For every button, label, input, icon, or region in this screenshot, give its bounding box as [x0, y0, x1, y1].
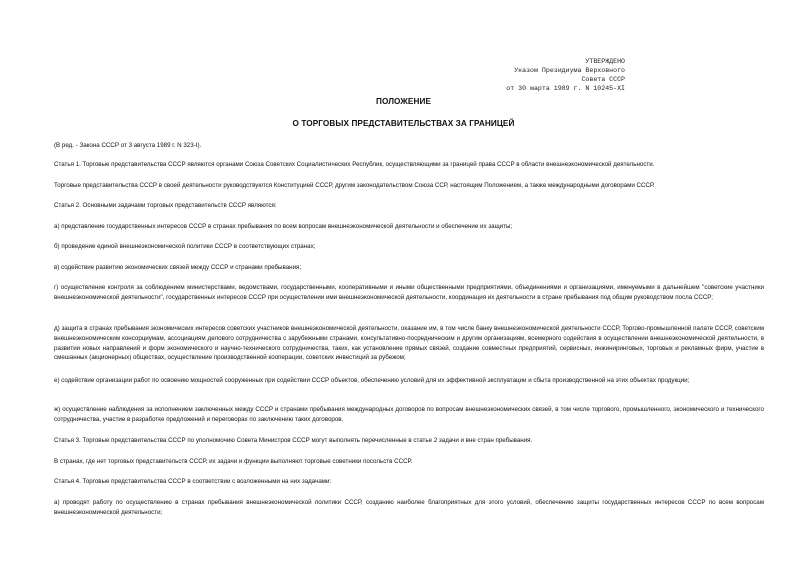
approval-line: Указом Президиума Верховного — [514, 67, 625, 74]
paragraph-article-2: Статья 2. Основными задачами торговых представительств СССР являются: — [54, 202, 277, 209]
document-title: ПОЛОЖЕНИЕ — [375, 97, 432, 106]
paragraph-article-3: Статья 3. Торговые представительства СССР по уполномочию Совета Министров СССР могут выполнять перечисленные в статье 2 задачи и вне стран пребывания. — [54, 437, 533, 444]
paragraph-article-4-item-a: а) проводят работу по осуществлению в странах пребывания внешнеэкономической политики СССР, созданию наиболее благоприятных для этого условий, обеспечению защиты государственных интересов СССР по всем вопросам внешнеэкономической деятельности; — [54, 499, 764, 516]
paragraph-article-1-laws: Торговые представительства СССР в своей деятельности руководствуются Конституцией СССР, другим законодательством Союза ССР, настоящим Положением, а также международными договорами СССР. — [54, 182, 655, 189]
approval-line: УТВЕРЖДЕНО — [585, 58, 625, 65]
paragraph-item-b: б) проведение единой внешнеэкономической политики СССР в соответствующих странах; — [54, 243, 316, 250]
paragraph-article-4: Статья 4. Торговые представительства СССР в соответствии с возложенными на них задачами: — [54, 478, 332, 485]
paragraph-edition: (В ред. - Закона СССР от 3 августа 1989 г. N 323-I). — [54, 142, 202, 149]
approval-line: от 30 марта 1989 г. N 10245-XI — [506, 85, 625, 92]
approval-line: Совета СССР — [581, 76, 625, 83]
paragraph-item-a: а) представление государственных интересов СССР в странах пребывания по всем вопросам внешнеэкономической деятельности и обеспечение их защиты; — [54, 223, 513, 230]
paragraph-item-v: в) содействие развитию экономических связей между СССР и странами пребывания; — [54, 264, 302, 271]
approval-stamp — [505, 57, 625, 93]
paragraph-item-e: е) содействие организации работ по освоению мощностей сооруженных при содействии СССР объектов, обеспечению условий для их эффективной эксплуатации и сбыта производственной на этих объектах продукции; — [54, 377, 690, 384]
paragraph-article-3-note: В странах, где нет торговых представительств СССР, их задачи и функции выполняют торговые советники посольств СССР. — [54, 458, 413, 465]
document-subtitle: О ТОРГОВЫХ ПРЕДСТАВИТЕЛЬСТВАХ ЗА ГРАНИЦЕЙ — [292, 119, 515, 128]
paragraph-item-d: д) защита в странах пребывания экономических интересов советских участников внешнеэкономической деятельности, оказание им, в том числе банку внешнеэкономической деятельности СССР, Торгово-промышленной палате СССР, советским внешнеэкономическим консорциумам, ассоциациям делового сотрудничества с зарубежными странами, консультативно-посредническим и другим организациям, всемерного содействия в осуществлении внешнеэкономической деятельности, в развитии новых направлений и форм экономического и научно-технического сотрудничества, таких, как установление прямых связей, создание совместных предприятий, сервисных, инжиниринговых, торговых и рекламных фирм, участие в смешанных (акционерных) обществах, осуществление производственной кооперации, советских инвестиций за рубежом; — [54, 325, 764, 362]
paragraph-article-1: Статья 1. Торговые представительства СССР являются органами Союза Советских Социалистических Республик, осуществляющими за границей права СССР в области внешнеэкономической деятельности. — [54, 161, 655, 168]
paragraph-item-g: г) осуществление контроля за соблюдением министерствами, ведомствами, государственными, кооперативными и иными общественными предприятиями, объединениями и организациями, именуемыми в дальнейшем "советские участники внешнеэкономической деятельности", государственных интересов СССР при осуществлении ими внешнеэкономической деятельности, координация их деятельности в стране пребывания под общим руководством посла СССР; — [54, 284, 764, 301]
paragraph-item-zh: ж) осуществление наблюдения за исполнением заключенных между СССР и странами пребывания международных договоров по вопросам внешнеэкономических связей, в том числе торгового, промышленного, экономического и технического сотрудничества, участие в разработке предложений и переговорах по заключению таких договоров. — [54, 406, 764, 423]
